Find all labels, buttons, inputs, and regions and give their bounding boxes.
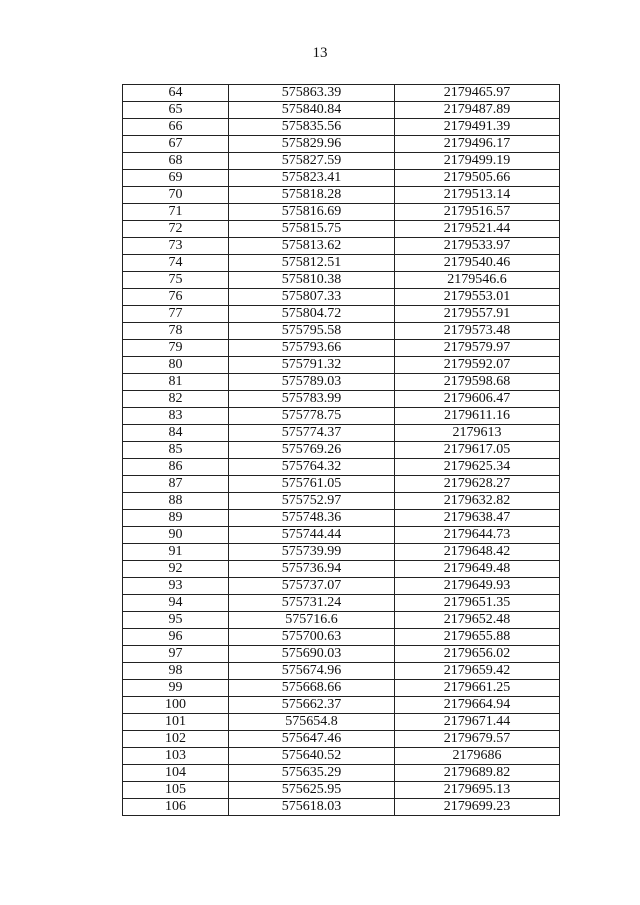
y-coordinate-cell: 2179611.16 (395, 408, 560, 425)
table-row (123, 680, 560, 697)
point-number-cell: 71 (123, 204, 229, 221)
y-coordinate-cell: 2179557.91 (395, 306, 560, 323)
x-coordinate-cell: 575761.05 (229, 476, 395, 493)
point-number-cell: 76 (123, 289, 229, 306)
x-coordinate-cell: 575863.39 (229, 85, 395, 102)
table-row (123, 595, 560, 612)
point-number-cell: 88 (123, 493, 229, 510)
y-coordinate-cell: 2179656.02 (395, 646, 560, 663)
x-coordinate-cell: 575690.03 (229, 646, 395, 663)
table-row (123, 238, 560, 255)
y-coordinate-cell: 2179505.66 (395, 170, 560, 187)
y-coordinate-cell: 2179664.94 (395, 697, 560, 714)
x-coordinate-cell: 575654.8 (229, 714, 395, 731)
point-number-cell: 95 (123, 612, 229, 629)
x-coordinate-cell: 575840.84 (229, 102, 395, 119)
table-row (123, 646, 560, 663)
table-row (123, 170, 560, 187)
point-number-cell: 100 (123, 697, 229, 714)
x-coordinate-cell: 575835.56 (229, 119, 395, 136)
y-coordinate-cell: 2179496.17 (395, 136, 560, 153)
point-number-cell: 94 (123, 595, 229, 612)
table-row (123, 204, 560, 221)
point-number-cell: 84 (123, 425, 229, 442)
y-coordinate-cell: 2179628.27 (395, 476, 560, 493)
y-coordinate-cell: 2179533.97 (395, 238, 560, 255)
x-coordinate-cell: 575783.99 (229, 391, 395, 408)
point-number-cell: 92 (123, 561, 229, 578)
point-number-cell: 79 (123, 340, 229, 357)
y-coordinate-cell: 2179592.07 (395, 357, 560, 374)
point-number-cell: 102 (123, 731, 229, 748)
x-coordinate-cell: 575744.44 (229, 527, 395, 544)
table-row (123, 459, 560, 476)
y-coordinate-cell: 2179648.42 (395, 544, 560, 561)
y-coordinate-cell: 2179661.25 (395, 680, 560, 697)
y-coordinate-cell: 2179613 (395, 425, 560, 442)
y-coordinate-cell: 2179521.44 (395, 221, 560, 238)
x-coordinate-cell: 575818.28 (229, 187, 395, 204)
x-coordinate-cell: 575810.38 (229, 272, 395, 289)
y-coordinate-cell: 2179671.44 (395, 714, 560, 731)
x-coordinate-cell: 575816.69 (229, 204, 395, 221)
table-row (123, 340, 560, 357)
table-row (123, 799, 560, 816)
table-row (123, 527, 560, 544)
y-coordinate-cell: 2179553.01 (395, 289, 560, 306)
x-coordinate-cell: 575829.96 (229, 136, 395, 153)
x-coordinate-cell: 575662.37 (229, 697, 395, 714)
y-coordinate-cell: 2179598.68 (395, 374, 560, 391)
y-coordinate-cell: 2179606.47 (395, 391, 560, 408)
table-row (123, 612, 560, 629)
y-coordinate-cell: 2179651.35 (395, 595, 560, 612)
table-row (123, 136, 560, 153)
point-number-cell: 77 (123, 306, 229, 323)
table-row (123, 255, 560, 272)
table-row (123, 85, 560, 102)
x-coordinate-cell: 575716.6 (229, 612, 395, 629)
table-row (123, 629, 560, 646)
point-number-cell: 98 (123, 663, 229, 680)
x-coordinate-cell: 575635.29 (229, 765, 395, 782)
y-coordinate-cell: 2179649.48 (395, 561, 560, 578)
x-coordinate-cell: 575674.96 (229, 663, 395, 680)
y-coordinate-cell: 2179579.97 (395, 340, 560, 357)
y-coordinate-cell: 2179573.48 (395, 323, 560, 340)
x-coordinate-cell: 575815.75 (229, 221, 395, 238)
x-coordinate-cell: 575625.95 (229, 782, 395, 799)
point-number-cell: 104 (123, 765, 229, 782)
point-number-cell: 103 (123, 748, 229, 765)
point-number-cell: 67 (123, 136, 229, 153)
point-number-cell: 97 (123, 646, 229, 663)
x-coordinate-cell: 575791.32 (229, 357, 395, 374)
x-coordinate-cell: 575748.36 (229, 510, 395, 527)
x-coordinate-cell: 575618.03 (229, 799, 395, 816)
page-number: 13 (312, 45, 328, 61)
point-number-cell: 99 (123, 680, 229, 697)
y-coordinate-cell: 2179513.14 (395, 187, 560, 204)
table-row (123, 187, 560, 204)
y-coordinate-cell: 2179516.57 (395, 204, 560, 221)
x-coordinate-cell: 575778.75 (229, 408, 395, 425)
table-row (123, 306, 560, 323)
y-coordinate-cell: 2179679.57 (395, 731, 560, 748)
y-coordinate-cell: 2179617.05 (395, 442, 560, 459)
table-row (123, 221, 560, 238)
x-coordinate-cell: 575736.94 (229, 561, 395, 578)
y-coordinate-cell: 2179686 (395, 748, 560, 765)
point-number-cell: 101 (123, 714, 229, 731)
point-number-cell: 74 (123, 255, 229, 272)
table-row (123, 408, 560, 425)
coordinates-table-body (123, 85, 560, 816)
y-coordinate-cell: 2179699.23 (395, 799, 560, 816)
x-coordinate-cell: 575804.72 (229, 306, 395, 323)
point-number-cell: 68 (123, 153, 229, 170)
coordinates-table (122, 84, 560, 816)
point-number-cell: 78 (123, 323, 229, 340)
table-row (123, 510, 560, 527)
x-coordinate-cell: 575774.37 (229, 425, 395, 442)
y-coordinate-cell: 2179638.47 (395, 510, 560, 527)
point-number-cell: 106 (123, 799, 229, 816)
table-row (123, 391, 560, 408)
table-row (123, 119, 560, 136)
x-coordinate-cell: 575668.66 (229, 680, 395, 697)
table-row (123, 442, 560, 459)
x-coordinate-cell: 575793.66 (229, 340, 395, 357)
table-row (123, 323, 560, 340)
y-coordinate-cell: 2179465.97 (395, 85, 560, 102)
table-row (123, 493, 560, 510)
x-coordinate-cell: 575827.59 (229, 153, 395, 170)
table-row (123, 357, 560, 374)
point-number-cell: 87 (123, 476, 229, 493)
x-coordinate-cell: 575647.46 (229, 731, 395, 748)
table-row (123, 561, 560, 578)
point-number-cell: 86 (123, 459, 229, 476)
point-number-cell: 69 (123, 170, 229, 187)
table-row (123, 714, 560, 731)
y-coordinate-cell: 2179632.82 (395, 493, 560, 510)
table-row (123, 476, 560, 493)
x-coordinate-cell: 575769.26 (229, 442, 395, 459)
point-number-cell: 93 (123, 578, 229, 595)
table-row (123, 102, 560, 119)
y-coordinate-cell: 2179487.89 (395, 102, 560, 119)
x-coordinate-cell: 575640.52 (229, 748, 395, 765)
point-number-cell: 66 (123, 119, 229, 136)
table-row (123, 374, 560, 391)
x-coordinate-cell: 575795.58 (229, 323, 395, 340)
point-number-cell: 64 (123, 85, 229, 102)
y-coordinate-cell: 2179695.13 (395, 782, 560, 799)
point-number-cell: 91 (123, 544, 229, 561)
point-number-cell: 80 (123, 357, 229, 374)
x-coordinate-cell: 575764.32 (229, 459, 395, 476)
point-number-cell: 72 (123, 221, 229, 238)
table-row (123, 731, 560, 748)
x-coordinate-cell: 575739.99 (229, 544, 395, 561)
point-number-cell: 83 (123, 408, 229, 425)
point-number-cell: 85 (123, 442, 229, 459)
point-number-cell: 96 (123, 629, 229, 646)
x-coordinate-cell: 575731.24 (229, 595, 395, 612)
x-coordinate-cell: 575812.51 (229, 255, 395, 272)
point-number-cell: 81 (123, 374, 229, 391)
table-row (123, 765, 560, 782)
x-coordinate-cell: 575752.97 (229, 493, 395, 510)
point-number-cell: 73 (123, 238, 229, 255)
x-coordinate-cell: 575737.07 (229, 578, 395, 595)
y-coordinate-cell: 2179659.42 (395, 663, 560, 680)
point-number-cell: 70 (123, 187, 229, 204)
x-coordinate-cell: 575823.41 (229, 170, 395, 187)
table-row (123, 578, 560, 595)
y-coordinate-cell: 2179644.73 (395, 527, 560, 544)
point-number-cell: 82 (123, 391, 229, 408)
table-row (123, 748, 560, 765)
y-coordinate-cell: 2179652.48 (395, 612, 560, 629)
y-coordinate-cell: 2179546.6 (395, 272, 560, 289)
y-coordinate-cell: 2179540.46 (395, 255, 560, 272)
x-coordinate-cell: 575700.63 (229, 629, 395, 646)
table-row (123, 289, 560, 306)
table-row (123, 663, 560, 680)
x-coordinate-cell: 575807.33 (229, 289, 395, 306)
y-coordinate-cell: 2179491.39 (395, 119, 560, 136)
table-row (123, 425, 560, 442)
point-number-cell: 75 (123, 272, 229, 289)
point-number-cell: 65 (123, 102, 229, 119)
table-row (123, 782, 560, 799)
point-number-cell: 89 (123, 510, 229, 527)
x-coordinate-cell: 575789.03 (229, 374, 395, 391)
x-coordinate-cell: 575813.62 (229, 238, 395, 255)
y-coordinate-cell: 2179625.34 (395, 459, 560, 476)
y-coordinate-cell: 2179649.93 (395, 578, 560, 595)
y-coordinate-cell: 2179689.82 (395, 765, 560, 782)
table-row (123, 697, 560, 714)
table-row (123, 153, 560, 170)
table-row (123, 272, 560, 289)
y-coordinate-cell: 2179499.19 (395, 153, 560, 170)
point-number-cell: 90 (123, 527, 229, 544)
y-coordinate-cell: 2179655.88 (395, 629, 560, 646)
point-number-cell: 105 (123, 782, 229, 799)
table-row (123, 544, 560, 561)
